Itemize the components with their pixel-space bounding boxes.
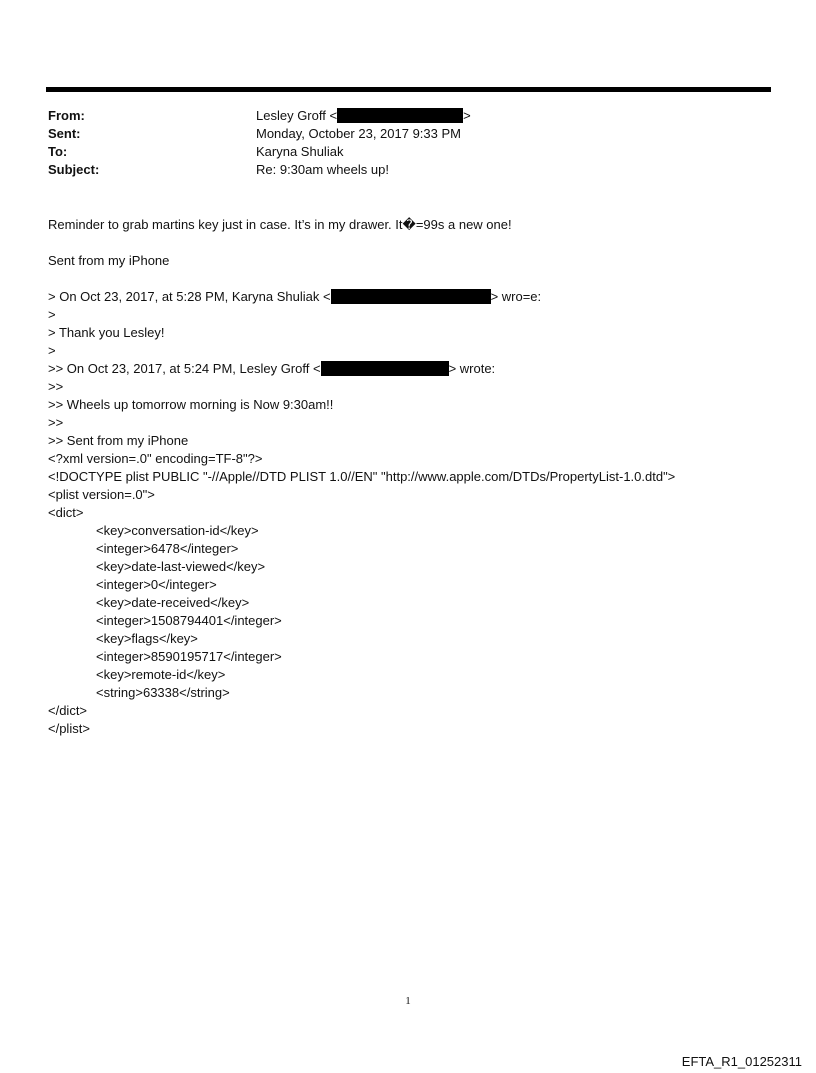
redaction-box	[337, 108, 463, 123]
thank-you-line: > Thank you Lesley!	[48, 325, 165, 340]
email-body	[48, 216, 788, 738]
email-header	[48, 107, 748, 179]
dict-entry-line: <key>flags</key>	[96, 631, 198, 646]
subject-label: Subject:	[48, 162, 100, 177]
quote-blank-line: >	[48, 307, 56, 322]
to-value: Karyna Shuliak	[256, 144, 344, 159]
to-label: To:	[48, 144, 68, 159]
redaction-box	[321, 361, 449, 376]
reminder-line: Reminder to grab martins key just in case. It’s in my drawer. It�=99s a new one!	[48, 217, 512, 232]
quote2-post: > wrote:	[448, 361, 496, 376]
plist-close-line: </plist>	[48, 721, 90, 736]
dict-entry-line: <key>date-last-viewed</key>	[96, 559, 266, 574]
dict-entry-line: <integer>8590195717</integer>	[96, 649, 282, 664]
dict-entry-line: <key>date-received</key>	[96, 595, 250, 610]
quote1-pre: > On Oct 23, 2017, at 5:28 PM, Karyna Shuliak <	[48, 289, 331, 304]
plist-open-line: <plist version=.0">	[48, 487, 155, 502]
dict-entry-line: <key>remote-id</key>	[96, 667, 226, 682]
sent-row	[48, 125, 748, 143]
from-close: >	[463, 108, 471, 123]
dict-close-line: </dict>	[48, 703, 88, 718]
sent-from-quoted-line: >> Sent from my iPhone	[48, 433, 189, 448]
quote1-line	[48, 288, 788, 306]
from-row	[48, 107, 748, 125]
dict-entry-line: <key>conversation-id</key>	[96, 523, 259, 538]
dict-open-line: <dict>	[48, 505, 84, 520]
wheels-up-line: >> Wheels up tomorrow morning is Now 9:30am!!	[48, 397, 334, 412]
page-number: 1	[405, 995, 411, 1007]
doctype-line: <!DOCTYPE plist PUBLIC "-//Apple//DTD PLIST 1.0//EN" "http://www.apple.com/DTDs/PropertyList-1.0.dtd">	[48, 469, 676, 484]
dict-entry-line: <string>63338</string>	[96, 685, 230, 700]
quote-blank-line: >>	[48, 415, 64, 430]
sent-label: Sent:	[48, 126, 81, 141]
xml-declaration-line: <?xml version=.0" encoding=TF-8"?>	[48, 451, 263, 466]
dict-entry-line: <integer>6478</integer>	[96, 541, 239, 556]
bates-number: EFTA_R1_01252311	[681, 1054, 802, 1069]
quote1-post: > wro=e:	[490, 289, 542, 304]
subject-row	[48, 161, 748, 179]
to-row	[48, 143, 748, 161]
subject-value: Re: 9:30am wheels up!	[256, 162, 389, 177]
from-value	[256, 107, 748, 125]
blank-line	[48, 234, 788, 252]
dict-entry-line: <integer>0</integer>	[96, 577, 217, 592]
quote2-line	[48, 360, 788, 378]
sent-from-line: Sent from my iPhone	[48, 253, 170, 268]
from-name: Lesley Groff <	[256, 108, 338, 123]
sent-value: Monday, October 23, 2017 9:33 PM	[256, 126, 461, 141]
from-label: From:	[48, 108, 85, 123]
header-top-rule	[46, 87, 771, 92]
quote-blank-line: >>	[48, 379, 64, 394]
redaction-box	[331, 289, 491, 304]
quote2-pre: >> On Oct 23, 2017, at 5:24 PM, Lesley Groff <	[48, 361, 321, 376]
quote-blank-line: >	[48, 343, 56, 358]
dict-entry-line: <integer>1508794401</integer>	[96, 613, 282, 628]
blank-line	[48, 270, 788, 288]
